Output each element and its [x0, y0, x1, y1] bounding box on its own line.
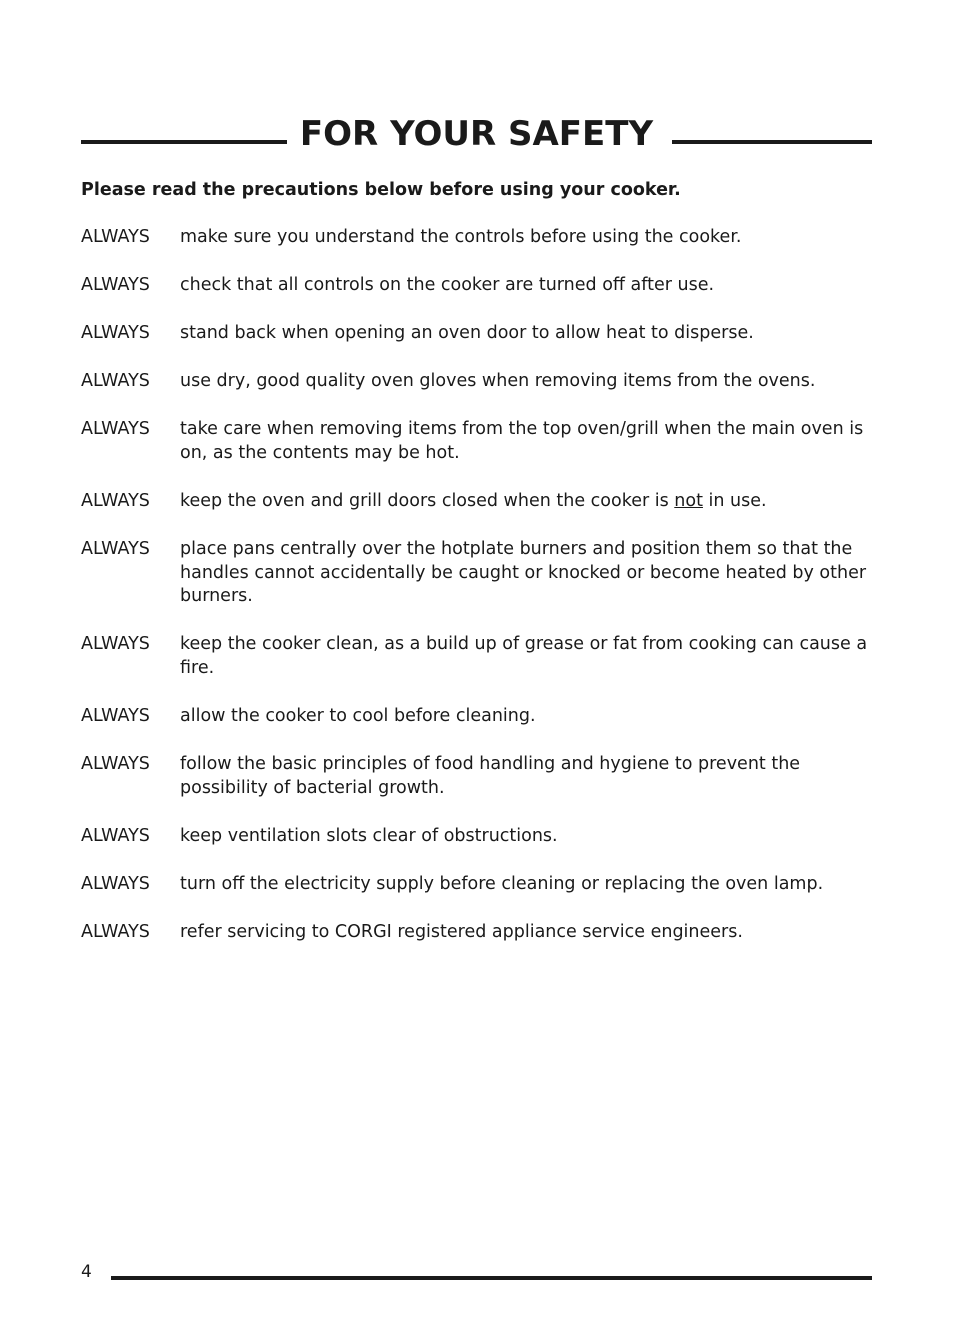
item-keyword: ALWAYS — [81, 323, 150, 343]
item-keyword: ALWAYS — [81, 634, 150, 654]
item-keyword: ALWAYS — [81, 922, 150, 942]
list-item — [81, 825, 872, 849]
item-text: keep ventilation slots clear of obstructions. — [180, 826, 558, 846]
list-item — [81, 538, 872, 609]
list-item — [81, 370, 872, 394]
page-number: 4 — [81, 1262, 92, 1282]
list-item — [81, 322, 872, 346]
item-text: keep the cooker clean, as a build up of grease or fat from cooking can cause a fire. — [180, 634, 868, 678]
list-item — [81, 226, 872, 250]
item-text — [180, 490, 872, 514]
list-item — [81, 873, 872, 897]
list-item — [81, 753, 872, 800]
item-text: refer servicing to CORGI registered appliance service engineers. — [180, 922, 743, 942]
item-text: stand back when opening an oven door to allow heat to disperse. — [180, 323, 754, 343]
list-item — [81, 921, 872, 945]
item-text-before: keep the oven and grill doors closed when the cooker is — [180, 491, 675, 511]
item-text: make sure you understand the controls before using the cooker. — [180, 227, 742, 247]
item-text-emphasis: not — [674, 491, 703, 511]
title-row — [81, 110, 872, 160]
item-keyword: ALWAYS — [81, 826, 150, 846]
list-item — [81, 274, 872, 298]
list-item — [81, 490, 872, 514]
item-keyword: ALWAYS — [81, 419, 150, 439]
item-text: place pans centrally over the hotplate burners and position them so that the handles cannot accidentally be caught or knocked or become heated by other burners. — [180, 539, 867, 607]
item-keyword: ALWAYS — [81, 754, 150, 774]
item-text: follow the basic principles of food handling and hygiene to prevent the possibility of bacterial growth. — [180, 754, 801, 798]
page-title: FOR YOUR SAFETY — [299, 114, 654, 154]
list-item — [81, 705, 872, 729]
item-keyword: ALWAYS — [81, 706, 150, 726]
item-text: allow the cooker to cool before cleaning. — [180, 706, 536, 726]
footer-rule — [111, 1276, 872, 1280]
item-text: turn off the electricity supply before cleaning or replacing the oven lamp. — [180, 874, 824, 894]
item-text: check that all controls on the cooker are turned off after use. — [180, 275, 715, 295]
item-text-after: in use. — [702, 491, 767, 511]
title-rule-right — [672, 140, 872, 144]
page-footer — [81, 1262, 872, 1286]
item-keyword: ALWAYS — [81, 491, 150, 511]
intro-text: Please read the precautions below before using your cooker. — [81, 180, 681, 200]
item-text: use dry, good quality oven gloves when removing items from the ovens. — [180, 371, 816, 391]
item-text: take care when removing items from the top oven/grill when the main oven is on, as the contents may be hot. — [180, 419, 864, 463]
list-item — [81, 418, 872, 465]
item-keyword: ALWAYS — [81, 275, 150, 295]
item-keyword: ALWAYS — [81, 227, 150, 247]
item-keyword: ALWAYS — [81, 874, 150, 894]
item-keyword: ALWAYS — [81, 539, 150, 559]
list-item — [81, 633, 872, 680]
item-keyword: ALWAYS — [81, 371, 150, 391]
